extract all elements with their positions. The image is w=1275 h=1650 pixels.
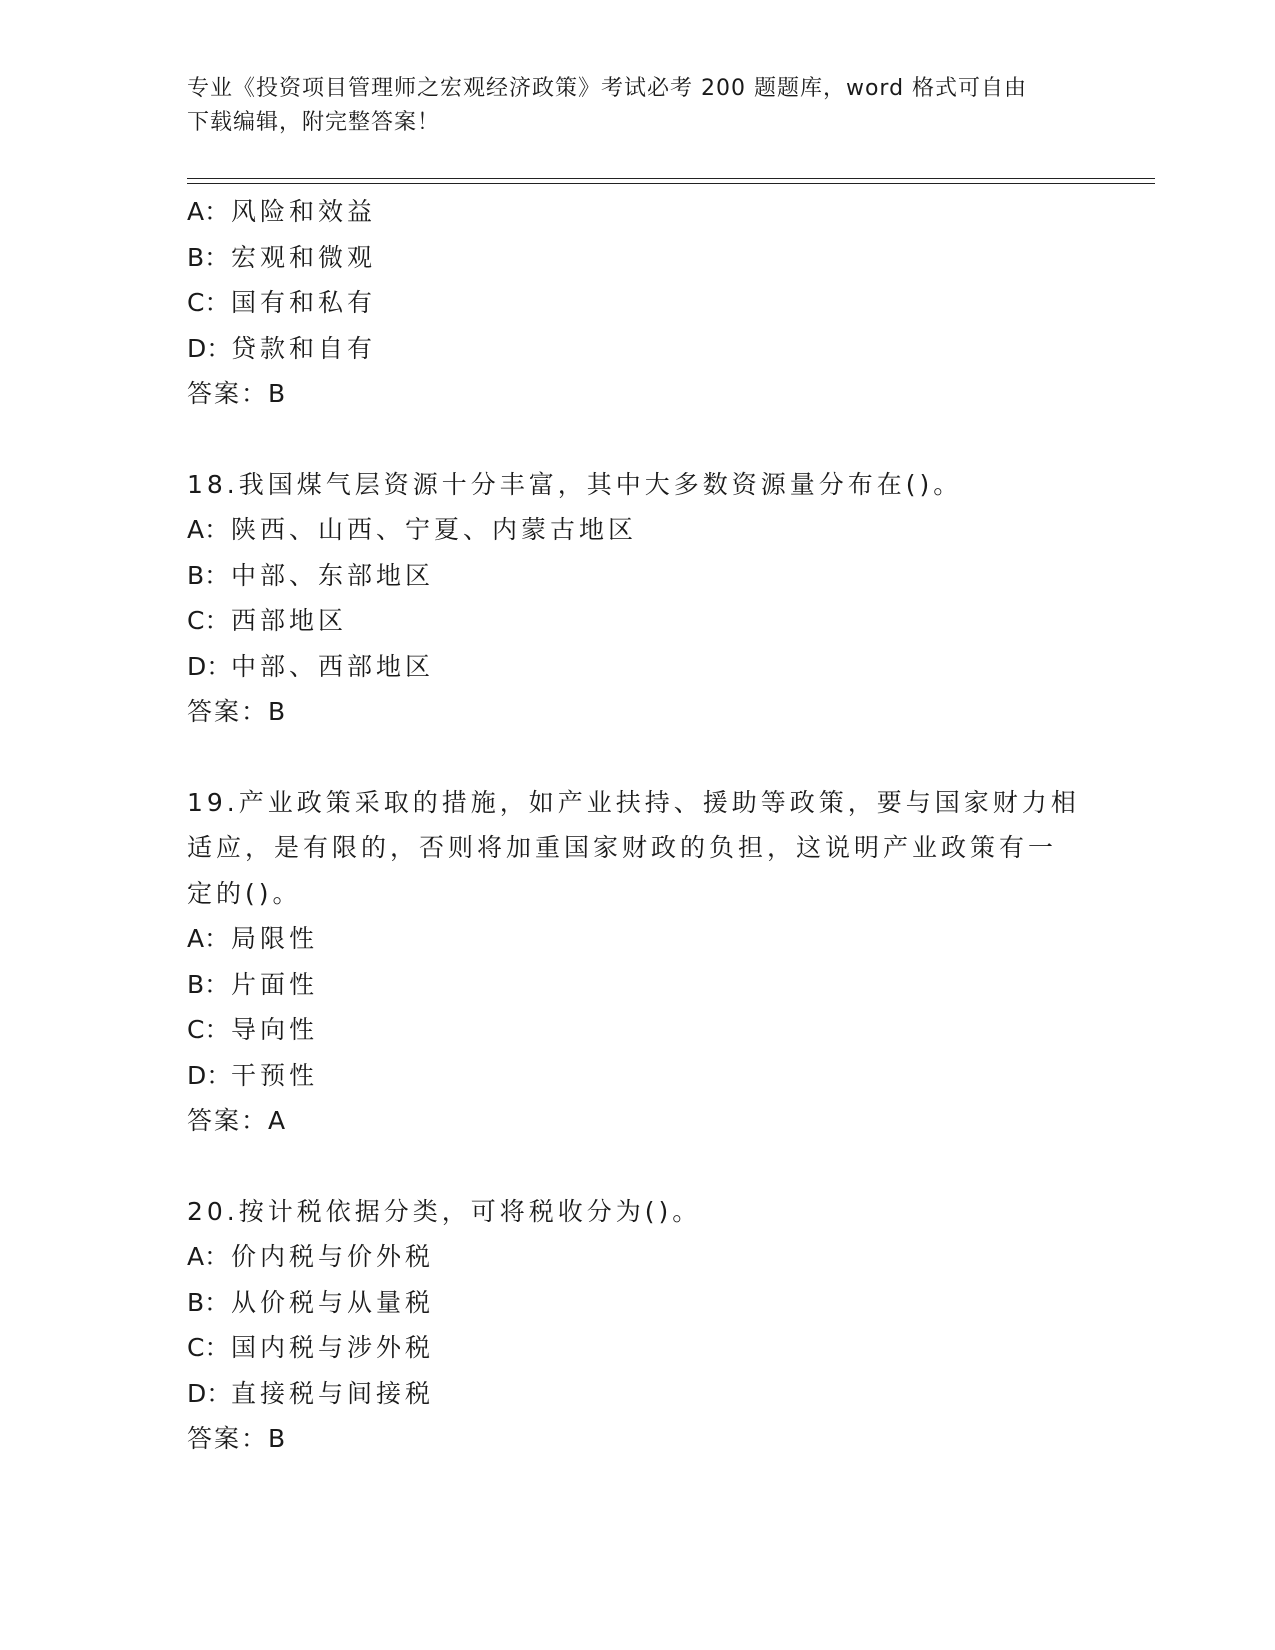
header-divider-bottom [187,183,1155,184]
option-d: D：贷款和自有 [187,333,377,363]
question-text-line-3: 定的()。 [187,878,302,908]
option-a: A：陕西、山西、宁夏、内蒙古地区 [187,515,638,544]
option-c: C：西部地区 [187,606,348,635]
question-18 [187,462,1087,735]
option-c: C：国内税与涉外税 [187,1333,435,1362]
option-c: C：导向性 [187,1015,319,1044]
answer: 答案：A [187,1106,288,1135]
answer: 答案：B [187,697,288,726]
option-a: A：局限性 [187,924,319,953]
question-text: 18.我国煤气层资源十分丰富，其中大多数资源量分布在()。 [187,469,963,499]
question-17 [187,189,1087,417]
header-divider-top [187,178,1155,179]
option-d: D：中部、西部地区 [187,651,435,681]
option-d: D：干预性 [187,1060,319,1090]
question-20 [187,1189,1087,1462]
question-text: 20.按计税依据分类，可将税收分为()。 [187,1196,702,1226]
header-line-1: 专业《投资项目管理师之宏观经济政策》考试必考 200 题题库，word 格式可自由 [187,76,1028,101]
question-text-line-2: 适应，是有限的，否则将加重国家财政的负担，这说明产业政策有一 [187,833,1058,862]
option-b: B：从价税与从量税 [187,1287,435,1317]
question-19 [187,780,1087,1144]
answer: 答案：B [187,379,288,408]
option-d: D：直接税与间接税 [187,1378,435,1408]
document-header [187,72,1067,140]
option-b: B：片面性 [187,969,319,999]
header-line-2: 下载编辑，附完整答案！ [187,110,441,135]
question-text-line-1: 19.产业政策采取的措施，如产业扶持、援助等政策，要与国家财力相 [187,787,1080,817]
answer: 答案：B [187,1424,288,1453]
option-c: C：国有和私有 [187,288,377,317]
option-a: A：风险和效益 [187,197,377,226]
option-b: B：中部、东部地区 [187,560,435,590]
question-list [187,189,1087,1462]
option-a: A：价内税与价外税 [187,1242,435,1271]
option-b: B：宏观和微观 [187,242,377,272]
